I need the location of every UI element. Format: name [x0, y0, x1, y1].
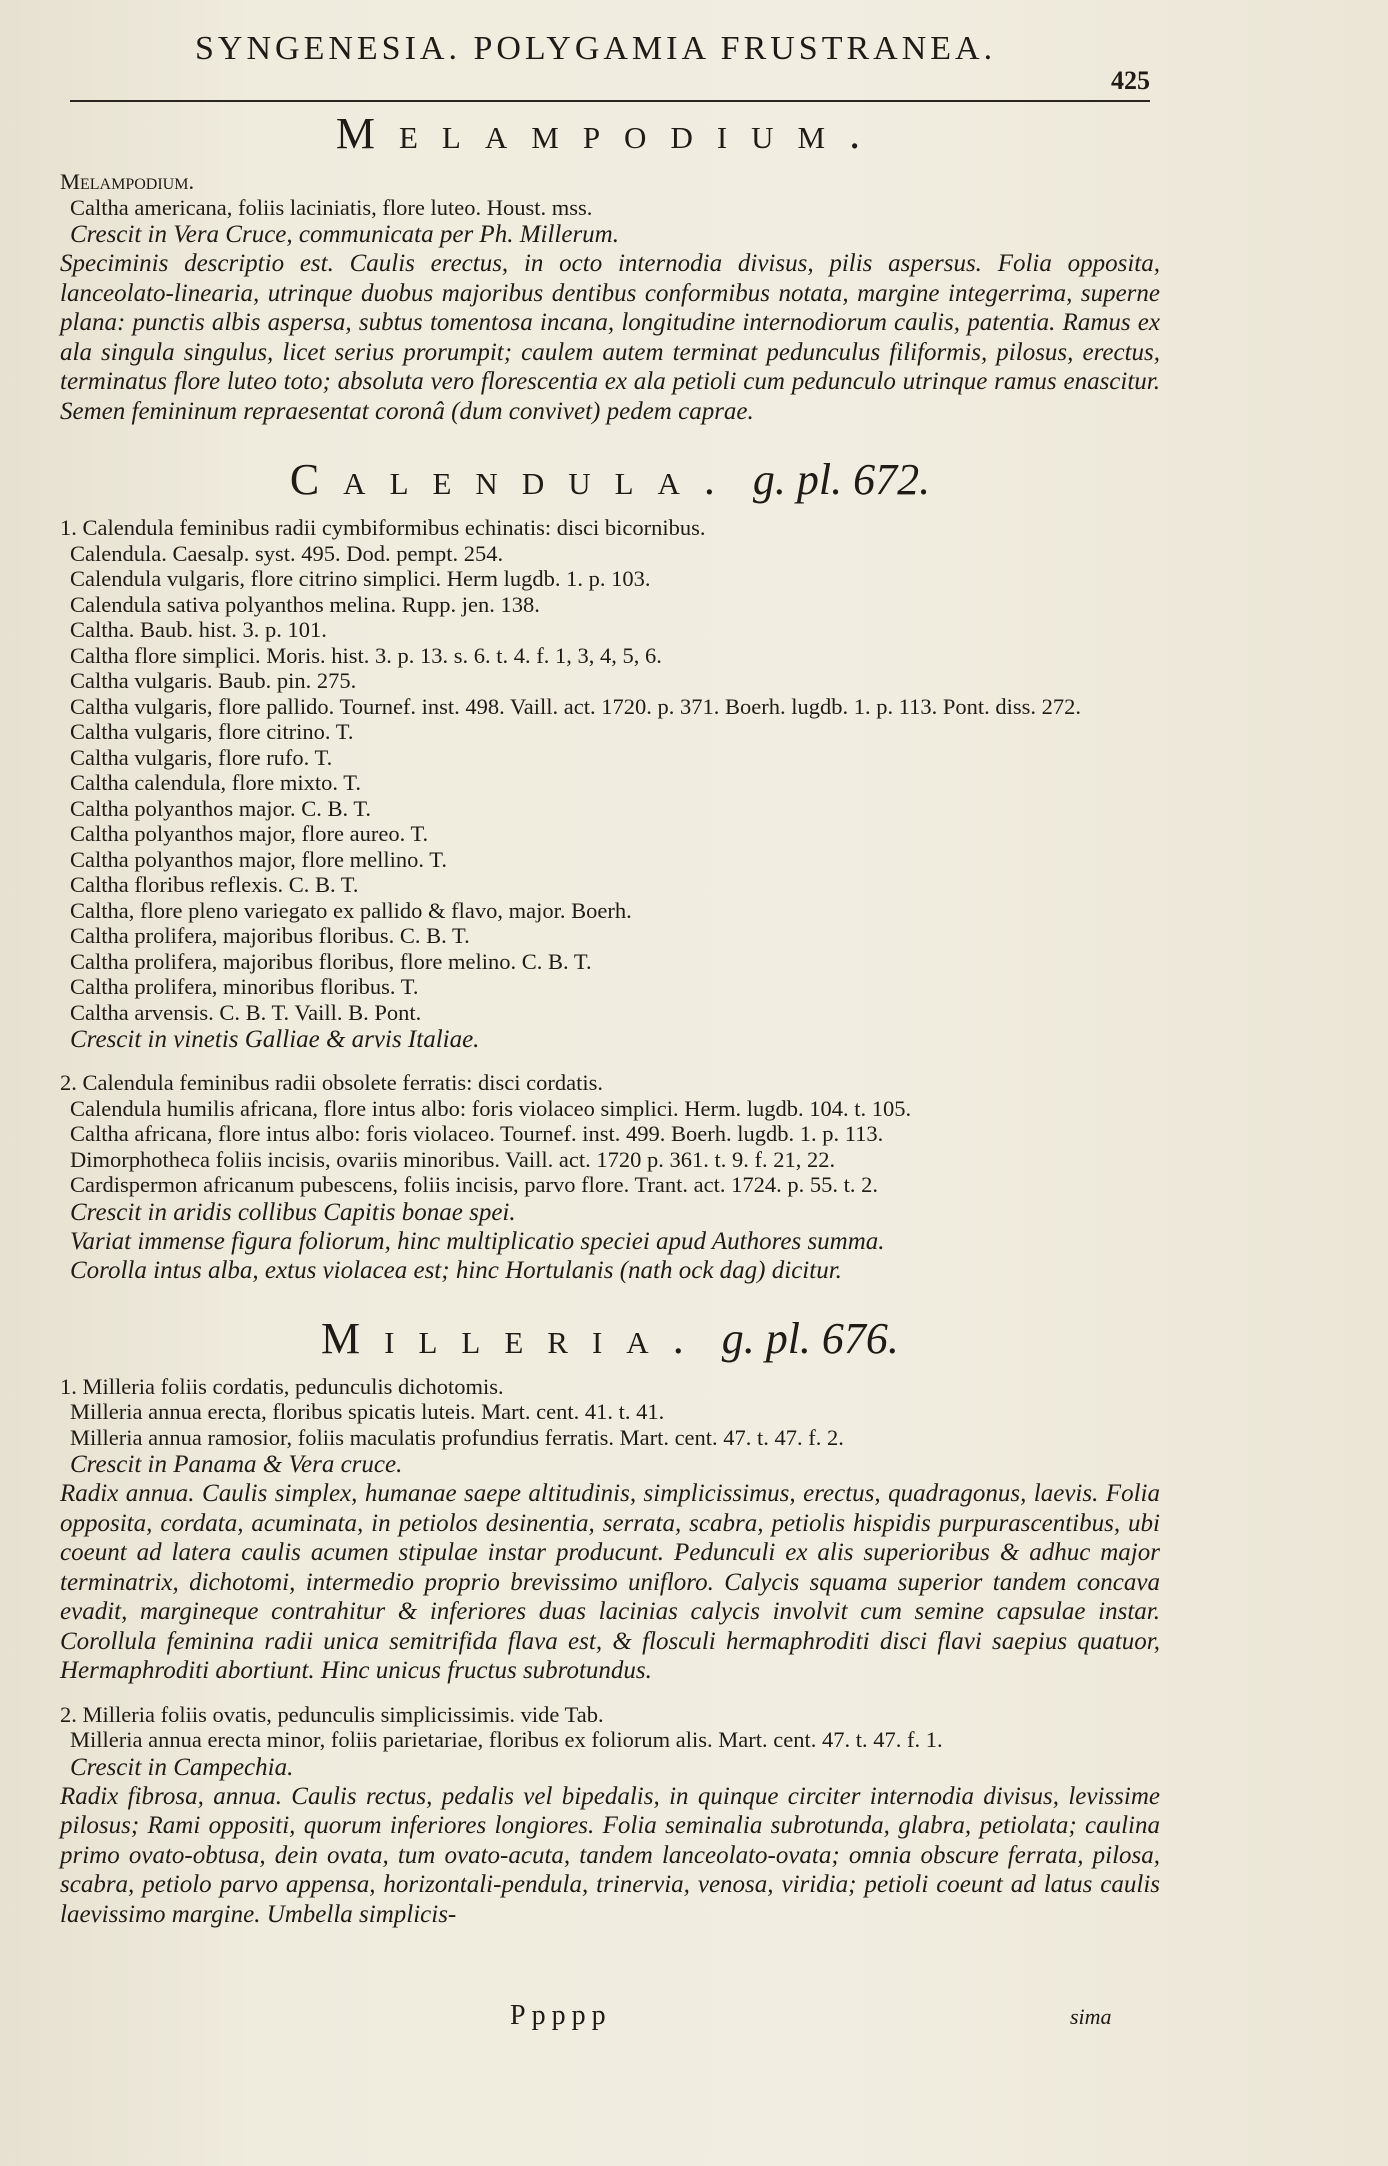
description-paragraph: Radix annua. Caulis simplex, humanae saepe altitudinis, simplicissimus, erectus, quadragonus, laevis. Folia opposita, cordata, acuminata, in petiolos desinentia, serrata, scabra, petiolis hispidis purpurascentibus, ubi coeunt ad latera caulis acumen stipulae instar producunt. Pedunculi ex alis superioribus & adhuc major terminatrix, dichotomi, intermedio proprio brevissimo unifloro. Calycis squama superior tandem concava evadit, margineque contrahitur & inferiores duas lacinias calycis involvit cum semine capsulae instar. Corollula feminina radii unica semitrifida flava est, & flosculi hermaphroditi disci flavi saepius quatuor, Hermaphroditi abortiunt. Hinc unicus fructus subrotundus. [60, 1480, 1160, 1684]
description-paragraph: Radix fibrosa, annua. Caulis rectus, pedalis vel bipedalis, in quinque circiter internodia divisus, levissime pilosus; Rami oppositi, quorum inferiores longiores. Folia seminalia subrotunda, glabra, petiolata; caulina primo ovato-obtusa, dein ovata, tum ovato-acuta, tandem lanceolato-ovata; omnia obscure ferrata, pilosa, scabra, petiolo parvo appensa, horizontali-pendula, trinervia, venosa, viridia; petioli coeunt ad latus caulis laevissimo margine. Umbella simplicis- [60, 1782, 1160, 1928]
synonym-line: Caltha, flore pleno variegato ex pallido & flavo, major. Boerh. [70, 897, 632, 923]
species-diagnosis: 2. Calendula feminibus radii obsolete ferratis: disci cordatis. [60, 1070, 603, 1095]
synonym-line: Caltha flore simplici. Moris. hist. 3. p. 13. s. 6. t. 4. f. 1, 3, 4, 5, 6. [70, 642, 662, 668]
synonym-line: Caltha vulgaris, flore pallido. Tournef. inst. 498. Vaill. act. 1720. p. 371. Boerh. lugdb. 1. p. 113. Pont. diss. 272. [70, 693, 1082, 719]
synonym-line: Calendula sativa polyanthos melina. Rupp. jen. 138. [70, 591, 540, 617]
synonym-line: Caltha americana, foliis laciniatis, flore luteo. Houst. mss. [70, 194, 593, 220]
synonym-line: Calendula. Caesalp. syst. 495. Dod. pempt. 254. [70, 540, 504, 566]
synonym-line: Dimorphotheca foliis incisis, ovariis minoribus. Vaill. act. 1720 p. 361. t. 9. f. 21, 22. [70, 1146, 836, 1172]
species-diagnosis: 2. Milleria foliis ovatis, pedunculis simplicissimis. vide Tab. [60, 1701, 604, 1727]
synonym-line: Caltha. Baub. hist. 3. p. 101. [70, 617, 327, 642]
synonym-line: Caltha polyanthos major, flore aureo. T. [70, 821, 429, 846]
synonym-line: Caltha calendula, flore mixto. T. [70, 770, 361, 795]
genus-title-melampodium [60, 108, 1160, 159]
signature-mark: Ppppp [510, 2000, 612, 2031]
note-line: Variat immense figura foliorum, hinc multiplicatio speciei apud Authores summa. [70, 1227, 885, 1255]
synonym-line: Calendula humilis africana, flore intus albo: foris violaceo simplici. Herm. lugdb. 104. t. 105. [70, 1095, 912, 1121]
genus-name: Calendula. [289, 455, 739, 504]
spacer [60, 1285, 1160, 1301]
genus-name: Milleria. [321, 1313, 708, 1363]
spacer [60, 1686, 1160, 1702]
genus-title-calendula [60, 454, 1160, 505]
spacer [60, 426, 1160, 442]
synonym-line: Caltha polyanthos major. C. B. T. [70, 795, 372, 821]
synonym-line: Caltha arvensis. C. B. T. Vaill. B. Pont. [70, 999, 422, 1025]
page-body [60, 96, 1160, 1929]
synonym-line: Milleria annua erecta minor, foliis parietariae, floribus ex foliorum alis. Mart. cent. 47. t. 47. f. 1. [70, 1727, 943, 1752]
description-paragraph: Speciminis descriptio est. Caulis erectus, in octo internodia divisus, pilis aspersus. Folia opposita, lanceolato-linearia, utrinque duobus majoribus dentibus conformibus notata, margine integerrima, superne plana: punctis albis aspersa, subtus tomentosa incana, longitudine internodiorum caulis, patentia. Ramus ex ala singula singulus, licet serius prorumpit; caulem autem terminat pedunculus filiformis, pilosus, erectus, terminatus flore luteo toto; absoluta vero florescentia ex ala petioli cum pedunculo utrinque ramus enascitur. Semen femininum repraesentat coronâ (dum convivet) pedem caprae. [60, 250, 1160, 425]
habitat-line: Crescit in aridis collibus Capitis bonae spei. [70, 1198, 516, 1226]
synonym-line: Caltha vulgaris. Baub. pin. 275. [70, 668, 357, 693]
section-melampodium [60, 108, 1160, 426]
synonym-line: Milleria annua erecta, floribus spicatis luteis. Mart. cent. 41. t. 41. [70, 1399, 665, 1424]
synonym-line: Caltha africana, flore intus albo: foris violaceo. Tournef. inst. 499. Boerh. lugdb. 1. p. 113. [70, 1121, 884, 1146]
species-diagnosis: 1. Calendula feminibus radii cymbiformibus echinatis: disci bicornibus. [60, 515, 706, 540]
synonym-line: Caltha prolifera, minoribus floribus. T. [70, 974, 419, 999]
spacer [60, 1054, 1160, 1070]
species-name: Melampodium. [60, 169, 195, 194]
running-title: SYNGENESIA. POLYGAMIA FRUSTRANEA. [195, 30, 997, 67]
habitat-line: Crescit in Vera Cruce, communicata per Ph. Millerum. [70, 221, 619, 248]
habitat-line: Crescit in vinetis Galliae & arvis Italiae. [70, 1026, 480, 1053]
page-header [70, 26, 1150, 96]
habitat-line: Crescit in Panama & Vera cruce. [70, 1451, 403, 1478]
synonym-line: Caltha vulgaris, flore rufo. T. [70, 744, 333, 770]
synonym-line: Cardispermon africanum pubescens, foliis incisis, parvo flore. Trant. act. 1724. p. 55. t. 2. [70, 1172, 878, 1197]
synonym-line: Caltha prolifera, majoribus floribus, flore melino. C. B. T. [70, 948, 592, 974]
synonym-line: Milleria annua ramosior, foliis maculatis profundius ferratis. Mart. cent. 47. t. 47. f. 2. [70, 1424, 844, 1450]
section-milleria [60, 1313, 1160, 1930]
species-diagnosis: 1. Milleria foliis cordatis, pedunculis dichotomis. [60, 1373, 504, 1399]
genus-title-milleria [60, 1313, 1160, 1364]
synonym-line: Caltha prolifera, majoribus floribus. C. B. T. [70, 923, 470, 948]
synonym-line: Caltha polyanthos major, flore mellino. T. [70, 846, 447, 872]
genus-name: Melampodium. [335, 109, 885, 158]
section-calendula [60, 454, 1160, 1285]
genus-reference: g. pl. 676. [721, 1313, 899, 1363]
habitat-line: Crescit in Campechia. [70, 1753, 294, 1781]
genus-reference: g. pl. 672. [752, 455, 931, 504]
synonym-line: Caltha vulgaris, flore citrino. T. [70, 719, 354, 744]
synonym-line: Calendula vulgaris, flore citrino simplici. Herm lugdb. 1. p. 103. [70, 566, 651, 591]
catchword: sima [1070, 2004, 1112, 2029]
synonym-line: Caltha floribus reflexis. C. B. T. [70, 872, 359, 897]
note-line: Corolla intus alba, extus violacea est; hinc Hortulanis (nath ock dag) dicitur. [70, 1256, 842, 1284]
page-number: 425 [1111, 66, 1150, 95]
